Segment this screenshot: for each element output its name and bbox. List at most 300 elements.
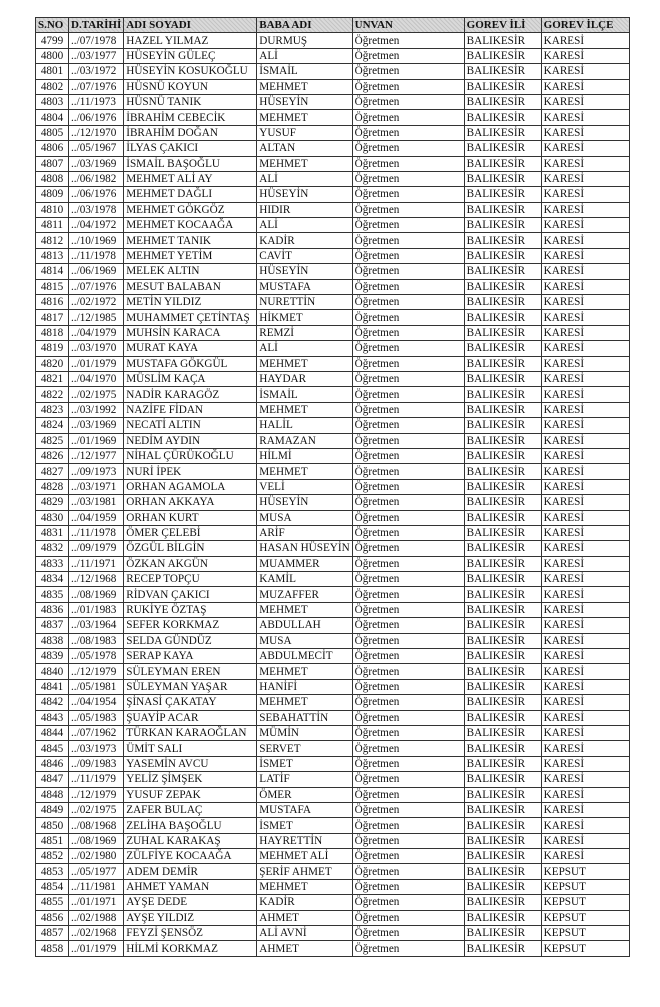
cell-province: BALIKESİR xyxy=(464,371,541,386)
cell-district: KARESİ xyxy=(541,448,629,463)
cell-birth-date: ../12/1970 xyxy=(69,125,124,140)
cell-birth-date: ../12/1979 xyxy=(69,664,124,679)
cell-province: BALIKESİR xyxy=(464,772,541,787)
cell-title: Öğretmen xyxy=(352,495,464,510)
cell-father-name: SEBAHATTİN xyxy=(257,710,352,725)
cell-sno: 4824 xyxy=(36,418,69,433)
cell-sno: 4808 xyxy=(36,171,69,186)
cell-district: KARESİ xyxy=(541,125,629,140)
cell-title: Öğretmen xyxy=(352,725,464,740)
table-row xyxy=(36,218,630,233)
table-row xyxy=(36,618,630,633)
cell-sno: 4822 xyxy=(36,387,69,402)
table-row xyxy=(36,602,630,617)
cell-province: BALIKESİR xyxy=(464,279,541,294)
cell-father-name: NURETTİN xyxy=(257,295,352,310)
cell-full-name: İLYAS ÇAKICI xyxy=(124,141,257,156)
cell-birth-date: ../07/1976 xyxy=(69,279,124,294)
cell-birth-date: ../03/1973 xyxy=(69,741,124,756)
table-row xyxy=(36,325,630,340)
cell-title: Öğretmen xyxy=(352,187,464,202)
cell-title: Öğretmen xyxy=(352,649,464,664)
cell-title: Öğretmen xyxy=(352,387,464,402)
cell-district: KARESİ xyxy=(541,787,629,802)
cell-birth-date: ../06/1969 xyxy=(69,264,124,279)
cell-district: KARESİ xyxy=(541,202,629,217)
cell-sno: 4820 xyxy=(36,356,69,371)
cell-father-name: ALTAN xyxy=(257,141,352,156)
cell-title: Öğretmen xyxy=(352,756,464,771)
cell-title: Öğretmen xyxy=(352,33,464,48)
cell-sno: 4830 xyxy=(36,510,69,525)
cell-province: BALIKESİR xyxy=(464,64,541,79)
cell-title: Öğretmen xyxy=(352,110,464,125)
cell-full-name: ORHAN AGAMOLA xyxy=(124,479,257,494)
cell-full-name: SERAP KAYA xyxy=(124,649,257,664)
cell-district: KARESİ xyxy=(541,141,629,156)
cell-sno: 4851 xyxy=(36,833,69,848)
cell-father-name: HÜSEYİN xyxy=(257,94,352,109)
cell-district: KARESİ xyxy=(541,356,629,371)
cell-birth-date: ../03/1971 xyxy=(69,479,124,494)
cell-father-name: ŞERİF AHMET xyxy=(257,864,352,879)
cell-birth-date: ../09/1983 xyxy=(69,756,124,771)
cell-full-name: SÜLEYMAN YAŞAR xyxy=(124,679,257,694)
cell-sno: 4813 xyxy=(36,248,69,263)
table-row xyxy=(36,418,630,433)
table-row xyxy=(36,695,630,710)
table-row xyxy=(36,833,630,848)
cell-father-name: MEHMET xyxy=(257,695,352,710)
cell-district: KARESİ xyxy=(541,772,629,787)
cell-title: Öğretmen xyxy=(352,248,464,263)
cell-district: KARESİ xyxy=(541,171,629,186)
cell-province: BALIKESİR xyxy=(464,664,541,679)
cell-district: KARESİ xyxy=(541,464,629,479)
cell-birth-date: ../07/1976 xyxy=(69,79,124,94)
cell-birth-date: ../12/1977 xyxy=(69,448,124,463)
cell-province: BALIKESİR xyxy=(464,941,541,956)
cell-birth-date: ../06/1982 xyxy=(69,171,124,186)
cell-full-name: ZÜLFİYE KOCAAĞA xyxy=(124,849,257,864)
cell-sno: 4836 xyxy=(36,602,69,617)
cell-title: Öğretmen xyxy=(352,787,464,802)
cell-father-name: KADİR xyxy=(257,895,352,910)
cell-father-name: MEHMET xyxy=(257,79,352,94)
cell-full-name: MEHMET TANIK xyxy=(124,233,257,248)
table-row xyxy=(36,787,630,802)
cell-title: Öğretmen xyxy=(352,448,464,463)
table-row xyxy=(36,341,630,356)
table-row xyxy=(36,941,630,956)
cell-title: Öğretmen xyxy=(352,279,464,294)
cell-province: BALIKESİR xyxy=(464,910,541,925)
table-row xyxy=(36,756,630,771)
cell-sno: 4803 xyxy=(36,94,69,109)
cell-full-name: MEHMET GÖKGÖZ xyxy=(124,202,257,217)
cell-full-name: SÜLEYMAN EREN xyxy=(124,664,257,679)
table-row xyxy=(36,649,630,664)
cell-father-name: AHMET xyxy=(257,941,352,956)
cell-district: KARESİ xyxy=(541,664,629,679)
cell-birth-date: ../03/1970 xyxy=(69,341,124,356)
cell-birth-date: ../01/1971 xyxy=(69,895,124,910)
cell-full-name: ÖMER ÇELEBİ xyxy=(124,525,257,540)
header-full-name: ADI SOYADI xyxy=(124,18,257,33)
cell-birth-date: ../04/1954 xyxy=(69,695,124,710)
cell-full-name: MEHMET DAĞLI xyxy=(124,187,257,202)
cell-sno: 4857 xyxy=(36,926,69,941)
cell-father-name: ARİF xyxy=(257,525,352,540)
cell-title: Öğretmen xyxy=(352,633,464,648)
table-row xyxy=(36,664,630,679)
cell-title: Öğretmen xyxy=(352,218,464,233)
cell-father-name: MUAMMER xyxy=(257,556,352,571)
cell-province: BALIKESİR xyxy=(464,510,541,525)
cell-title: Öğretmen xyxy=(352,572,464,587)
cell-district: KARESİ xyxy=(541,649,629,664)
cell-father-name: HİLMİ xyxy=(257,448,352,463)
cell-district: KARESİ xyxy=(541,756,629,771)
cell-district: KARESİ xyxy=(541,33,629,48)
cell-full-name: MÜSLİM KAÇA xyxy=(124,371,257,386)
cell-father-name: ABDULMECİT xyxy=(257,649,352,664)
cell-district: KARESİ xyxy=(541,833,629,848)
cell-birth-date: ../03/1972 xyxy=(69,64,124,79)
cell-title: Öğretmen xyxy=(352,879,464,894)
cell-full-name: MESUT BALABAN xyxy=(124,279,257,294)
cell-district: KARESİ xyxy=(541,279,629,294)
cell-birth-date: ../03/1978 xyxy=(69,202,124,217)
cell-full-name: NEDİM AYDIN xyxy=(124,433,257,448)
cell-title: Öğretmen xyxy=(352,202,464,217)
cell-title: Öğretmen xyxy=(352,710,464,725)
cell-father-name: REMZİ xyxy=(257,325,352,340)
cell-father-name: DURMUŞ xyxy=(257,33,352,48)
cell-sno: 4832 xyxy=(36,541,69,556)
cell-district: KARESİ xyxy=(541,495,629,510)
cell-district: KARESİ xyxy=(541,94,629,109)
cell-full-name: AYŞE YILDIZ xyxy=(124,910,257,925)
cell-sno: 4846 xyxy=(36,756,69,771)
cell-title: Öğretmen xyxy=(352,264,464,279)
cell-province: BALIKESİR xyxy=(464,926,541,941)
cell-sno: 4839 xyxy=(36,649,69,664)
cell-birth-date: ../11/1978 xyxy=(69,248,124,263)
table-row xyxy=(36,525,630,540)
cell-full-name: ADEM DEMİR xyxy=(124,864,257,879)
cell-sno: 4852 xyxy=(36,849,69,864)
cell-sno: 4849 xyxy=(36,802,69,817)
cell-sno: 4853 xyxy=(36,864,69,879)
cell-province: BALIKESİR xyxy=(464,141,541,156)
table-row xyxy=(36,864,630,879)
cell-father-name: MEHMET xyxy=(257,602,352,617)
cell-district: KARESİ xyxy=(541,325,629,340)
cell-district: KARESİ xyxy=(541,156,629,171)
cell-father-name: MUZAFFER xyxy=(257,587,352,602)
cell-full-name: ORHAN AKKAYA xyxy=(124,495,257,510)
cell-father-name: LATİF xyxy=(257,772,352,787)
cell-sno: 4855 xyxy=(36,895,69,910)
table-row xyxy=(36,910,630,925)
cell-full-name: RECEP TOPÇU xyxy=(124,572,257,587)
cell-father-name: ALİ xyxy=(257,171,352,186)
cell-father-name: MEHMET xyxy=(257,664,352,679)
cell-father-name: MEHMET xyxy=(257,402,352,417)
table-row xyxy=(36,710,630,725)
cell-province: BALIKESİR xyxy=(464,187,541,202)
cell-father-name: HİKMET xyxy=(257,310,352,325)
cell-full-name: RİDVAN ÇAKICI xyxy=(124,587,257,602)
cell-full-name: YASEMİN AVCU xyxy=(124,756,257,771)
cell-sno: 4842 xyxy=(36,695,69,710)
cell-province: BALIKESİR xyxy=(464,218,541,233)
cell-full-name: MURAT KAYA xyxy=(124,341,257,356)
cell-province: BALIKESİR xyxy=(464,125,541,140)
cell-birth-date: ../05/1983 xyxy=(69,710,124,725)
cell-sno: 4843 xyxy=(36,710,69,725)
cell-district: KARESİ xyxy=(541,587,629,602)
table-row xyxy=(36,572,630,587)
cell-father-name: RAMAZAN xyxy=(257,433,352,448)
header-district: GOREV İLÇE xyxy=(541,18,629,33)
cell-sno: 4858 xyxy=(36,941,69,956)
header-father-name: BABA ADI xyxy=(257,18,352,33)
cell-full-name: ŞUAYİP ACAR xyxy=(124,710,257,725)
cell-full-name: MUSTAFA GÖKGÜL xyxy=(124,356,257,371)
cell-sno: 4817 xyxy=(36,310,69,325)
cell-province: BALIKESİR xyxy=(464,33,541,48)
cell-full-name: MUHAMMET ÇETİNTAŞ xyxy=(124,310,257,325)
cell-province: BALIKESİR xyxy=(464,895,541,910)
cell-district: KEPSUT xyxy=(541,926,629,941)
cell-province: BALIKESİR xyxy=(464,725,541,740)
table-row xyxy=(36,387,630,402)
cell-birth-date: ../04/1970 xyxy=(69,371,124,386)
cell-district: KARESİ xyxy=(541,418,629,433)
cell-sno: 4819 xyxy=(36,341,69,356)
cell-district: KARESİ xyxy=(541,233,629,248)
cell-district: KARESİ xyxy=(541,341,629,356)
cell-full-name: HAZEL YILMAZ xyxy=(124,33,257,48)
cell-sno: 4815 xyxy=(36,279,69,294)
cell-birth-date: ../04/1972 xyxy=(69,218,124,233)
cell-full-name: NADİR KARAGÖZ xyxy=(124,387,257,402)
cell-full-name: ÜMİT SALI xyxy=(124,741,257,756)
cell-birth-date: ../01/1979 xyxy=(69,356,124,371)
cell-sno: 4847 xyxy=(36,772,69,787)
cell-sno: 4818 xyxy=(36,325,69,340)
cell-father-name: ALİ xyxy=(257,341,352,356)
cell-sno: 4831 xyxy=(36,525,69,540)
cell-district: KARESİ xyxy=(541,572,629,587)
table-row xyxy=(36,556,630,571)
table-row xyxy=(36,248,630,263)
cell-father-name: İSMAİL xyxy=(257,64,352,79)
cell-title: Öğretmen xyxy=(352,833,464,848)
cell-sno: 4845 xyxy=(36,741,69,756)
cell-father-name: KAMİL xyxy=(257,572,352,587)
cell-sno: 4828 xyxy=(36,479,69,494)
cell-district: KARESİ xyxy=(541,371,629,386)
cell-district: KARESİ xyxy=(541,310,629,325)
table-row xyxy=(36,495,630,510)
cell-birth-date: ../03/1969 xyxy=(69,156,124,171)
cell-father-name: ALİ AVNİ xyxy=(257,926,352,941)
cell-father-name: ÖMER xyxy=(257,787,352,802)
cell-district: KARESİ xyxy=(541,618,629,633)
cell-province: BALIKESİR xyxy=(464,802,541,817)
cell-birth-date: ../04/1959 xyxy=(69,510,124,525)
cell-province: BALIKESİR xyxy=(464,587,541,602)
cell-sno: 4811 xyxy=(36,218,69,233)
cell-full-name: ZUHAL KARAKAŞ xyxy=(124,833,257,848)
cell-sno: 4856 xyxy=(36,910,69,925)
cell-title: Öğretmen xyxy=(352,371,464,386)
cell-father-name: HÜSEYİN xyxy=(257,187,352,202)
table-row xyxy=(36,141,630,156)
cell-province: BALIKESİR xyxy=(464,787,541,802)
cell-full-name: MEHMET YETİM xyxy=(124,248,257,263)
cell-province: BALIKESİR xyxy=(464,171,541,186)
cell-father-name: MUSA xyxy=(257,510,352,525)
cell-district: KARESİ xyxy=(541,79,629,94)
cell-sno: 4807 xyxy=(36,156,69,171)
cell-father-name: MEHMET xyxy=(257,156,352,171)
table-row xyxy=(36,587,630,602)
cell-full-name: FEYZİ ŞENSÖZ xyxy=(124,926,257,941)
cell-province: BALIKESİR xyxy=(464,495,541,510)
table-row xyxy=(36,156,630,171)
cell-birth-date: ../11/1973 xyxy=(69,94,124,109)
cell-district: KARESİ xyxy=(541,602,629,617)
cell-district: KARESİ xyxy=(541,295,629,310)
cell-father-name: HALİL xyxy=(257,418,352,433)
cell-sno: 4805 xyxy=(36,125,69,140)
cell-birth-date: ../12/1985 xyxy=(69,310,124,325)
cell-father-name: MEHMET xyxy=(257,356,352,371)
cell-title: Öğretmen xyxy=(352,464,464,479)
table-row xyxy=(36,94,630,109)
cell-sno: 4810 xyxy=(36,202,69,217)
cell-province: BALIKESİR xyxy=(464,833,541,848)
cell-father-name: İSMET xyxy=(257,756,352,771)
cell-title: Öğretmen xyxy=(352,433,464,448)
cell-district: KARESİ xyxy=(541,264,629,279)
table-row xyxy=(36,79,630,94)
cell-sno: 4802 xyxy=(36,79,69,94)
table-row xyxy=(36,125,630,140)
table-row xyxy=(36,279,630,294)
cell-province: BALIKESİR xyxy=(464,233,541,248)
cell-full-name: MELEK ALTIN xyxy=(124,264,257,279)
cell-sno: 4850 xyxy=(36,818,69,833)
cell-father-name: KADİR xyxy=(257,233,352,248)
cell-district: KARESİ xyxy=(541,710,629,725)
table-row xyxy=(36,171,630,186)
cell-province: BALIKESİR xyxy=(464,525,541,540)
table-row xyxy=(36,802,630,817)
cell-title: Öğretmen xyxy=(352,125,464,140)
cell-birth-date: ../01/1969 xyxy=(69,433,124,448)
cell-birth-date: ../07/1962 xyxy=(69,725,124,740)
cell-title: Öğretmen xyxy=(352,679,464,694)
table-row xyxy=(36,772,630,787)
cell-father-name: MEHMET xyxy=(257,464,352,479)
cell-title: Öğretmen xyxy=(352,156,464,171)
cell-province: BALIKESİR xyxy=(464,464,541,479)
cell-district: KARESİ xyxy=(541,695,629,710)
cell-full-name: TÜRKAN KARAOĞLAN xyxy=(124,725,257,740)
cell-sno: 4821 xyxy=(36,371,69,386)
cell-province: BALIKESİR xyxy=(464,248,541,263)
cell-title: Öğretmen xyxy=(352,171,464,186)
cell-father-name: SERVET xyxy=(257,741,352,756)
cell-district: KEPSUT xyxy=(541,864,629,879)
cell-birth-date: ../02/1975 xyxy=(69,802,124,817)
cell-title: Öğretmen xyxy=(352,864,464,879)
table-row xyxy=(36,187,630,202)
cell-title: Öğretmen xyxy=(352,479,464,494)
cell-birth-date: ../01/1979 xyxy=(69,941,124,956)
table-row xyxy=(36,48,630,63)
cell-province: BALIKESİR xyxy=(464,387,541,402)
cell-title: Öğretmen xyxy=(352,48,464,63)
cell-father-name: ALİ xyxy=(257,48,352,63)
cell-full-name: İSMAİL BAŞOĞLU xyxy=(124,156,257,171)
cell-sno: 4812 xyxy=(36,233,69,248)
cell-district: KARESİ xyxy=(541,633,629,648)
teacher-list-table xyxy=(35,17,630,957)
header-title: UNVAN xyxy=(352,18,464,33)
table-row xyxy=(36,633,630,648)
table-row xyxy=(36,895,630,910)
cell-full-name: HÜSEYİN GÜLEÇ xyxy=(124,48,257,63)
cell-birth-date: ../02/1975 xyxy=(69,387,124,402)
cell-district: KARESİ xyxy=(541,525,629,540)
table-row xyxy=(36,926,630,941)
cell-full-name: AYŞE DEDE xyxy=(124,895,257,910)
cell-title: Öğretmen xyxy=(352,556,464,571)
cell-sno: 4844 xyxy=(36,725,69,740)
cell-full-name: ÖZKAN AKGÜN xyxy=(124,556,257,571)
cell-title: Öğretmen xyxy=(352,233,464,248)
cell-sno: 4848 xyxy=(36,787,69,802)
cell-birth-date: ../08/1968 xyxy=(69,818,124,833)
table-row xyxy=(36,725,630,740)
cell-province: BALIKESİR xyxy=(464,295,541,310)
table-row xyxy=(36,510,630,525)
cell-birth-date: ../11/1971 xyxy=(69,556,124,571)
cell-title: Öğretmen xyxy=(352,587,464,602)
cell-full-name: MUHSİN KARACA xyxy=(124,325,257,340)
cell-district: KARESİ xyxy=(541,110,629,125)
table-row xyxy=(36,371,630,386)
cell-sno: 4854 xyxy=(36,879,69,894)
cell-province: BALIKESİR xyxy=(464,710,541,725)
cell-sno: 4837 xyxy=(36,618,69,633)
cell-father-name: HAYRETTİN xyxy=(257,833,352,848)
cell-full-name: MEHMET KOCAAĞA xyxy=(124,218,257,233)
cell-father-name: İSMAİL xyxy=(257,387,352,402)
header-sno: S.NO xyxy=(36,18,69,33)
header-birth-date: D.TARİHİ xyxy=(69,18,124,33)
cell-birth-date: ../07/1978 xyxy=(69,33,124,48)
cell-birth-date: ../12/1968 xyxy=(69,572,124,587)
cell-father-name: MUSA xyxy=(257,633,352,648)
cell-birth-date: ../02/1968 xyxy=(69,926,124,941)
